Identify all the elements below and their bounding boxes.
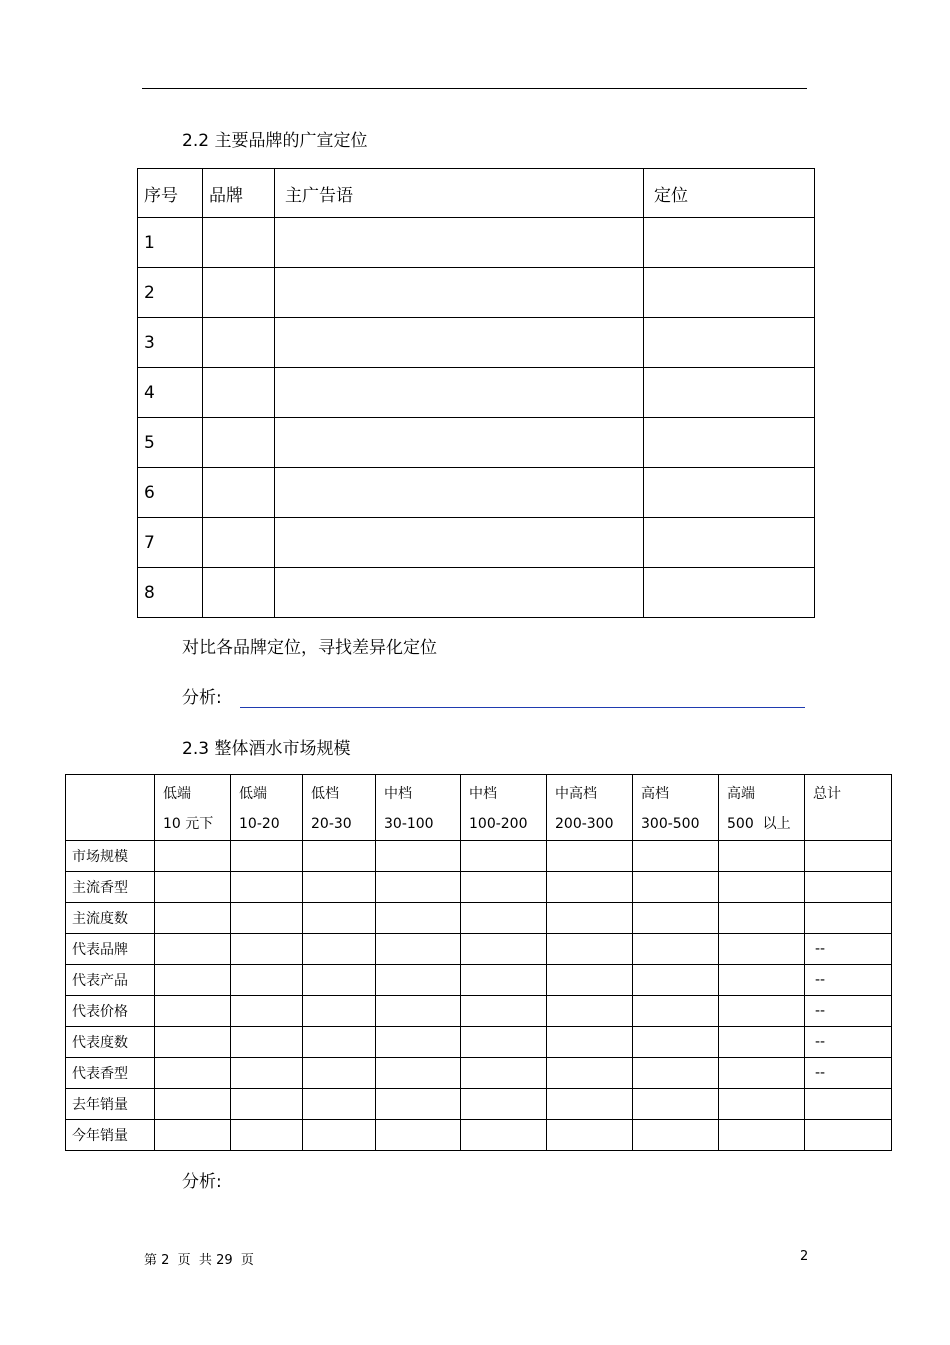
empty-cell [461, 903, 547, 934]
empty-cell [231, 965, 303, 996]
total-cell [805, 1120, 892, 1151]
total-cell: -- [805, 1027, 892, 1058]
table-row [138, 568, 815, 618]
empty-cell [461, 841, 547, 872]
table-row [138, 318, 815, 368]
header-rule [142, 88, 807, 89]
tier-range: 300-500 [641, 816, 700, 832]
row-label: 市场规模 [66, 841, 155, 872]
empty-cell [644, 468, 815, 518]
empty-cell [203, 468, 275, 518]
price-tier-header [231, 775, 303, 841]
empty-cell [303, 1120, 376, 1151]
column-header: 定位 [644, 169, 815, 218]
empty-cell [461, 1058, 547, 1089]
column-header: 品牌 [203, 169, 275, 218]
tier-name: 中档 [384, 786, 412, 802]
row-number: 5 [138, 418, 203, 468]
price-tier-header [376, 775, 461, 841]
row-label: 去年销量 [66, 1089, 155, 1120]
table-row [138, 368, 815, 418]
empty-cell [303, 934, 376, 965]
table-row [138, 418, 815, 468]
empty-cell [275, 518, 644, 568]
empty-cell [376, 841, 461, 872]
total-cell: -- [805, 965, 892, 996]
row-label: 主流度数 [66, 903, 155, 934]
price-tier-header [719, 775, 805, 841]
row-label: 代表度数 [66, 1027, 155, 1058]
corner-cell [66, 775, 155, 841]
empty-cell [275, 568, 644, 618]
analysis-blank-line [240, 707, 805, 708]
row-label: 代表品牌 [66, 934, 155, 965]
empty-cell [633, 903, 719, 934]
row-label: 今年销量 [66, 1120, 155, 1151]
tier-range: 100-200 [469, 816, 528, 832]
empty-cell [275, 318, 644, 368]
empty-cell [231, 934, 303, 965]
empty-cell [376, 1089, 461, 1120]
empty-cell [547, 872, 633, 903]
empty-cell [633, 934, 719, 965]
row-label: 代表产品 [66, 965, 155, 996]
tier-name: 总计 [813, 786, 841, 802]
tier-range: 200-300 [555, 816, 614, 832]
table-row [138, 218, 815, 268]
empty-cell [275, 368, 644, 418]
price-tier-header [805, 775, 892, 841]
table-row [66, 1027, 892, 1058]
empty-cell [547, 1027, 633, 1058]
empty-cell [155, 903, 231, 934]
section-2-3-heading: 2.3 整体酒水市场规模 [182, 739, 351, 759]
row-label: 主流香型 [66, 872, 155, 903]
empty-cell [376, 934, 461, 965]
row-number: 6 [138, 468, 203, 518]
empty-cell [203, 518, 275, 568]
empty-cell [231, 1027, 303, 1058]
empty-cell [376, 996, 461, 1027]
empty-cell [644, 218, 815, 268]
table-row [138, 468, 815, 518]
empty-cell [719, 1058, 805, 1089]
empty-cell [719, 1089, 805, 1120]
row-number: 1 [138, 218, 203, 268]
empty-cell [303, 1089, 376, 1120]
table-row [66, 934, 892, 965]
price-tier-header [633, 775, 719, 841]
empty-cell [719, 903, 805, 934]
empty-cell [644, 518, 815, 568]
empty-cell [644, 568, 815, 618]
empty-cell [644, 268, 815, 318]
empty-cell [547, 1120, 633, 1151]
row-number: 3 [138, 318, 203, 368]
footer-page-number: 2 [800, 1249, 809, 1264]
total-cell [805, 903, 892, 934]
empty-cell [203, 568, 275, 618]
empty-cell [275, 468, 644, 518]
table-row [66, 872, 892, 903]
row-label: 代表香型 [66, 1058, 155, 1089]
empty-cell [376, 872, 461, 903]
table-header-row [138, 169, 815, 218]
empty-cell [461, 996, 547, 1027]
empty-cell [719, 1120, 805, 1151]
empty-cell [644, 318, 815, 368]
empty-cell [376, 1120, 461, 1151]
empty-cell [461, 934, 547, 965]
empty-cell [275, 268, 644, 318]
tier-name: 中高档 [555, 786, 597, 802]
tier-range: 500 以上 [727, 816, 791, 832]
empty-cell [203, 218, 275, 268]
empty-cell [633, 996, 719, 1027]
empty-cell [633, 872, 719, 903]
empty-cell [461, 1027, 547, 1058]
empty-cell [719, 965, 805, 996]
total-cell [805, 1089, 892, 1120]
price-tier-header [547, 775, 633, 841]
analysis-label-2: 分析: [182, 1172, 222, 1192]
tier-range: 10-20 [239, 816, 280, 832]
empty-cell [719, 1027, 805, 1058]
footer-page-info: 第 2 页 共 29 页 [144, 1253, 254, 1268]
table-row [66, 1089, 892, 1120]
empty-cell [633, 1027, 719, 1058]
empty-cell [231, 996, 303, 1027]
total-cell: -- [805, 996, 892, 1027]
empty-cell [203, 368, 275, 418]
empty-cell [547, 934, 633, 965]
empty-cell [547, 841, 633, 872]
table-row [66, 965, 892, 996]
empty-cell [231, 872, 303, 903]
row-label: 代表价格 [66, 996, 155, 1027]
empty-cell [155, 1027, 231, 1058]
price-tier-header [155, 775, 231, 841]
empty-cell [155, 1089, 231, 1120]
empty-cell [303, 903, 376, 934]
price-tier-header [303, 775, 376, 841]
empty-cell [203, 318, 275, 368]
tier-range: 10 元下 [163, 816, 214, 832]
section-2-2-heading: 2.2 主要品牌的广宣定位 [182, 131, 368, 151]
empty-cell [303, 1058, 376, 1089]
empty-cell [275, 418, 644, 468]
empty-cell [376, 1027, 461, 1058]
price-tier-header [461, 775, 547, 841]
empty-cell [155, 1120, 231, 1151]
total-cell [805, 872, 892, 903]
empty-cell [155, 841, 231, 872]
empty-cell [633, 965, 719, 996]
empty-cell [461, 1089, 547, 1120]
tier-name: 高档 [641, 786, 669, 802]
column-header: 序号 [138, 169, 203, 218]
empty-cell [155, 996, 231, 1027]
column-header: 主广告语 [275, 169, 644, 218]
empty-cell [633, 1089, 719, 1120]
empty-cell [303, 872, 376, 903]
brand-positioning-table [137, 168, 815, 618]
empty-cell [547, 996, 633, 1027]
tier-name: 低端 [163, 786, 191, 802]
row-number: 8 [138, 568, 203, 618]
empty-cell [231, 1058, 303, 1089]
row-number: 7 [138, 518, 203, 568]
empty-cell [303, 996, 376, 1027]
comparison-note: 对比各品牌定位，寻找差异化定位 [182, 638, 437, 658]
table-header-row [66, 775, 892, 841]
empty-cell [719, 872, 805, 903]
empty-cell [303, 965, 376, 996]
empty-cell [231, 903, 303, 934]
empty-cell [547, 1058, 633, 1089]
empty-cell [231, 1120, 303, 1151]
tier-range: 30-100 [384, 816, 434, 832]
empty-cell [547, 903, 633, 934]
table-row [138, 518, 815, 568]
empty-cell [303, 841, 376, 872]
tier-name: 中档 [469, 786, 497, 802]
empty-cell [155, 965, 231, 996]
total-cell: -- [805, 1058, 892, 1089]
table-row [138, 268, 815, 318]
empty-cell [155, 1058, 231, 1089]
empty-cell [303, 1027, 376, 1058]
table-row [66, 996, 892, 1027]
empty-cell [719, 934, 805, 965]
table-row [66, 903, 892, 934]
tier-range: 20-30 [311, 816, 352, 832]
empty-cell [376, 903, 461, 934]
tier-name: 高端 [727, 786, 755, 802]
empty-cell [461, 1120, 547, 1151]
empty-cell [155, 934, 231, 965]
empty-cell [719, 996, 805, 1027]
table-row [66, 841, 892, 872]
empty-cell [376, 965, 461, 996]
empty-cell [547, 965, 633, 996]
empty-cell [547, 1089, 633, 1120]
empty-cell [203, 418, 275, 468]
total-cell [805, 841, 892, 872]
empty-cell [231, 841, 303, 872]
row-number: 4 [138, 368, 203, 418]
empty-cell [275, 218, 644, 268]
empty-cell [644, 418, 815, 468]
row-number: 2 [138, 268, 203, 318]
empty-cell [376, 1058, 461, 1089]
empty-cell [231, 1089, 303, 1120]
tier-name: 低端 [239, 786, 267, 802]
empty-cell [461, 872, 547, 903]
empty-cell [644, 368, 815, 418]
tier-name: 低档 [311, 786, 339, 802]
empty-cell [633, 1120, 719, 1151]
table-row [66, 1120, 892, 1151]
table-row [66, 1058, 892, 1089]
empty-cell [633, 1058, 719, 1089]
empty-cell [719, 841, 805, 872]
empty-cell [155, 872, 231, 903]
empty-cell [633, 841, 719, 872]
analysis-label: 分析: [182, 688, 222, 708]
empty-cell [461, 965, 547, 996]
market-size-table [65, 774, 892, 1151]
total-cell: -- [805, 934, 892, 965]
empty-cell [203, 268, 275, 318]
